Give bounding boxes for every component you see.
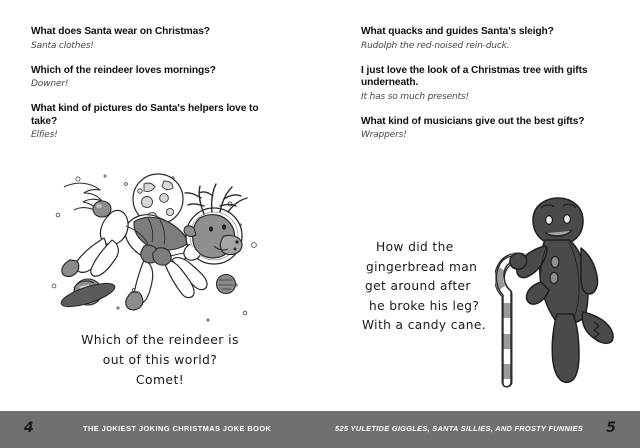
joke-answer: Wrappers! — [361, 130, 407, 141]
joke-question: What kind of pictures do Santa's helpers love to take? — [31, 103, 259, 127]
joke-answer: Elfies! — [31, 130, 58, 141]
page-number-right: 5 — [606, 420, 616, 436]
reindeer-joke-caption — [0, 330, 320, 390]
joke-item — [31, 65, 279, 91]
joke-answer: Santa clothes! — [31, 40, 94, 51]
footer-left — [0, 411, 320, 448]
running-head-left: THE JOKIEST JOKING CHRISTMAS JOKE BOOK — [83, 424, 272, 433]
page-footer-band — [0, 411, 640, 448]
joke-answer: It has so much presents! — [361, 91, 469, 102]
running-head-right: 525 YULETIDE GIGGLES, SANTA SILLIES, AND FROSTY FUNNIES — [335, 424, 583, 433]
joke-question: I just love the look of a Christmas tree with gifts underneath. — [361, 64, 588, 89]
joke-answer: Downer! — [31, 79, 69, 90]
joke-question: What quacks and guides Santa's sleigh? — [361, 26, 554, 37]
gingerbread-man-illustration — [495, 196, 623, 392]
caption-line: Comet! — [135, 372, 185, 387]
joke-item — [361, 26, 609, 52]
joke-question: Which of the reindeer loves mornings? — [31, 64, 216, 76]
caption-line: How did the — [376, 240, 454, 254]
caption-line: he broke his leg? — [369, 298, 480, 313]
joke-item — [361, 116, 609, 142]
left-page-joke-list — [31, 26, 279, 141]
caption-line: get around after — [365, 279, 471, 293]
joke-item — [361, 65, 609, 103]
caption-line: With a candy cane. — [362, 318, 487, 332]
joke-item — [31, 103, 279, 141]
joke-answer: Rudolph the red-noised rein-duck. — [361, 40, 510, 51]
joke-question: What kind of musicians give out the best gifts? — [361, 115, 585, 127]
gingerbread-joke-caption — [362, 238, 486, 336]
caption-line: out of this world? — [102, 352, 218, 367]
reindeer-astronaut-illustration — [48, 168, 284, 328]
caption-line: gingerbread man — [366, 259, 478, 274]
footer-right — [320, 411, 640, 448]
joke-question: What does Santa wear on Christmas? — [31, 26, 210, 37]
page-number-left: 4 — [24, 420, 34, 436]
right-page-joke-list — [361, 26, 609, 141]
joke-item — [31, 26, 279, 52]
caption-line: Which of the reindeer is — [81, 332, 239, 347]
